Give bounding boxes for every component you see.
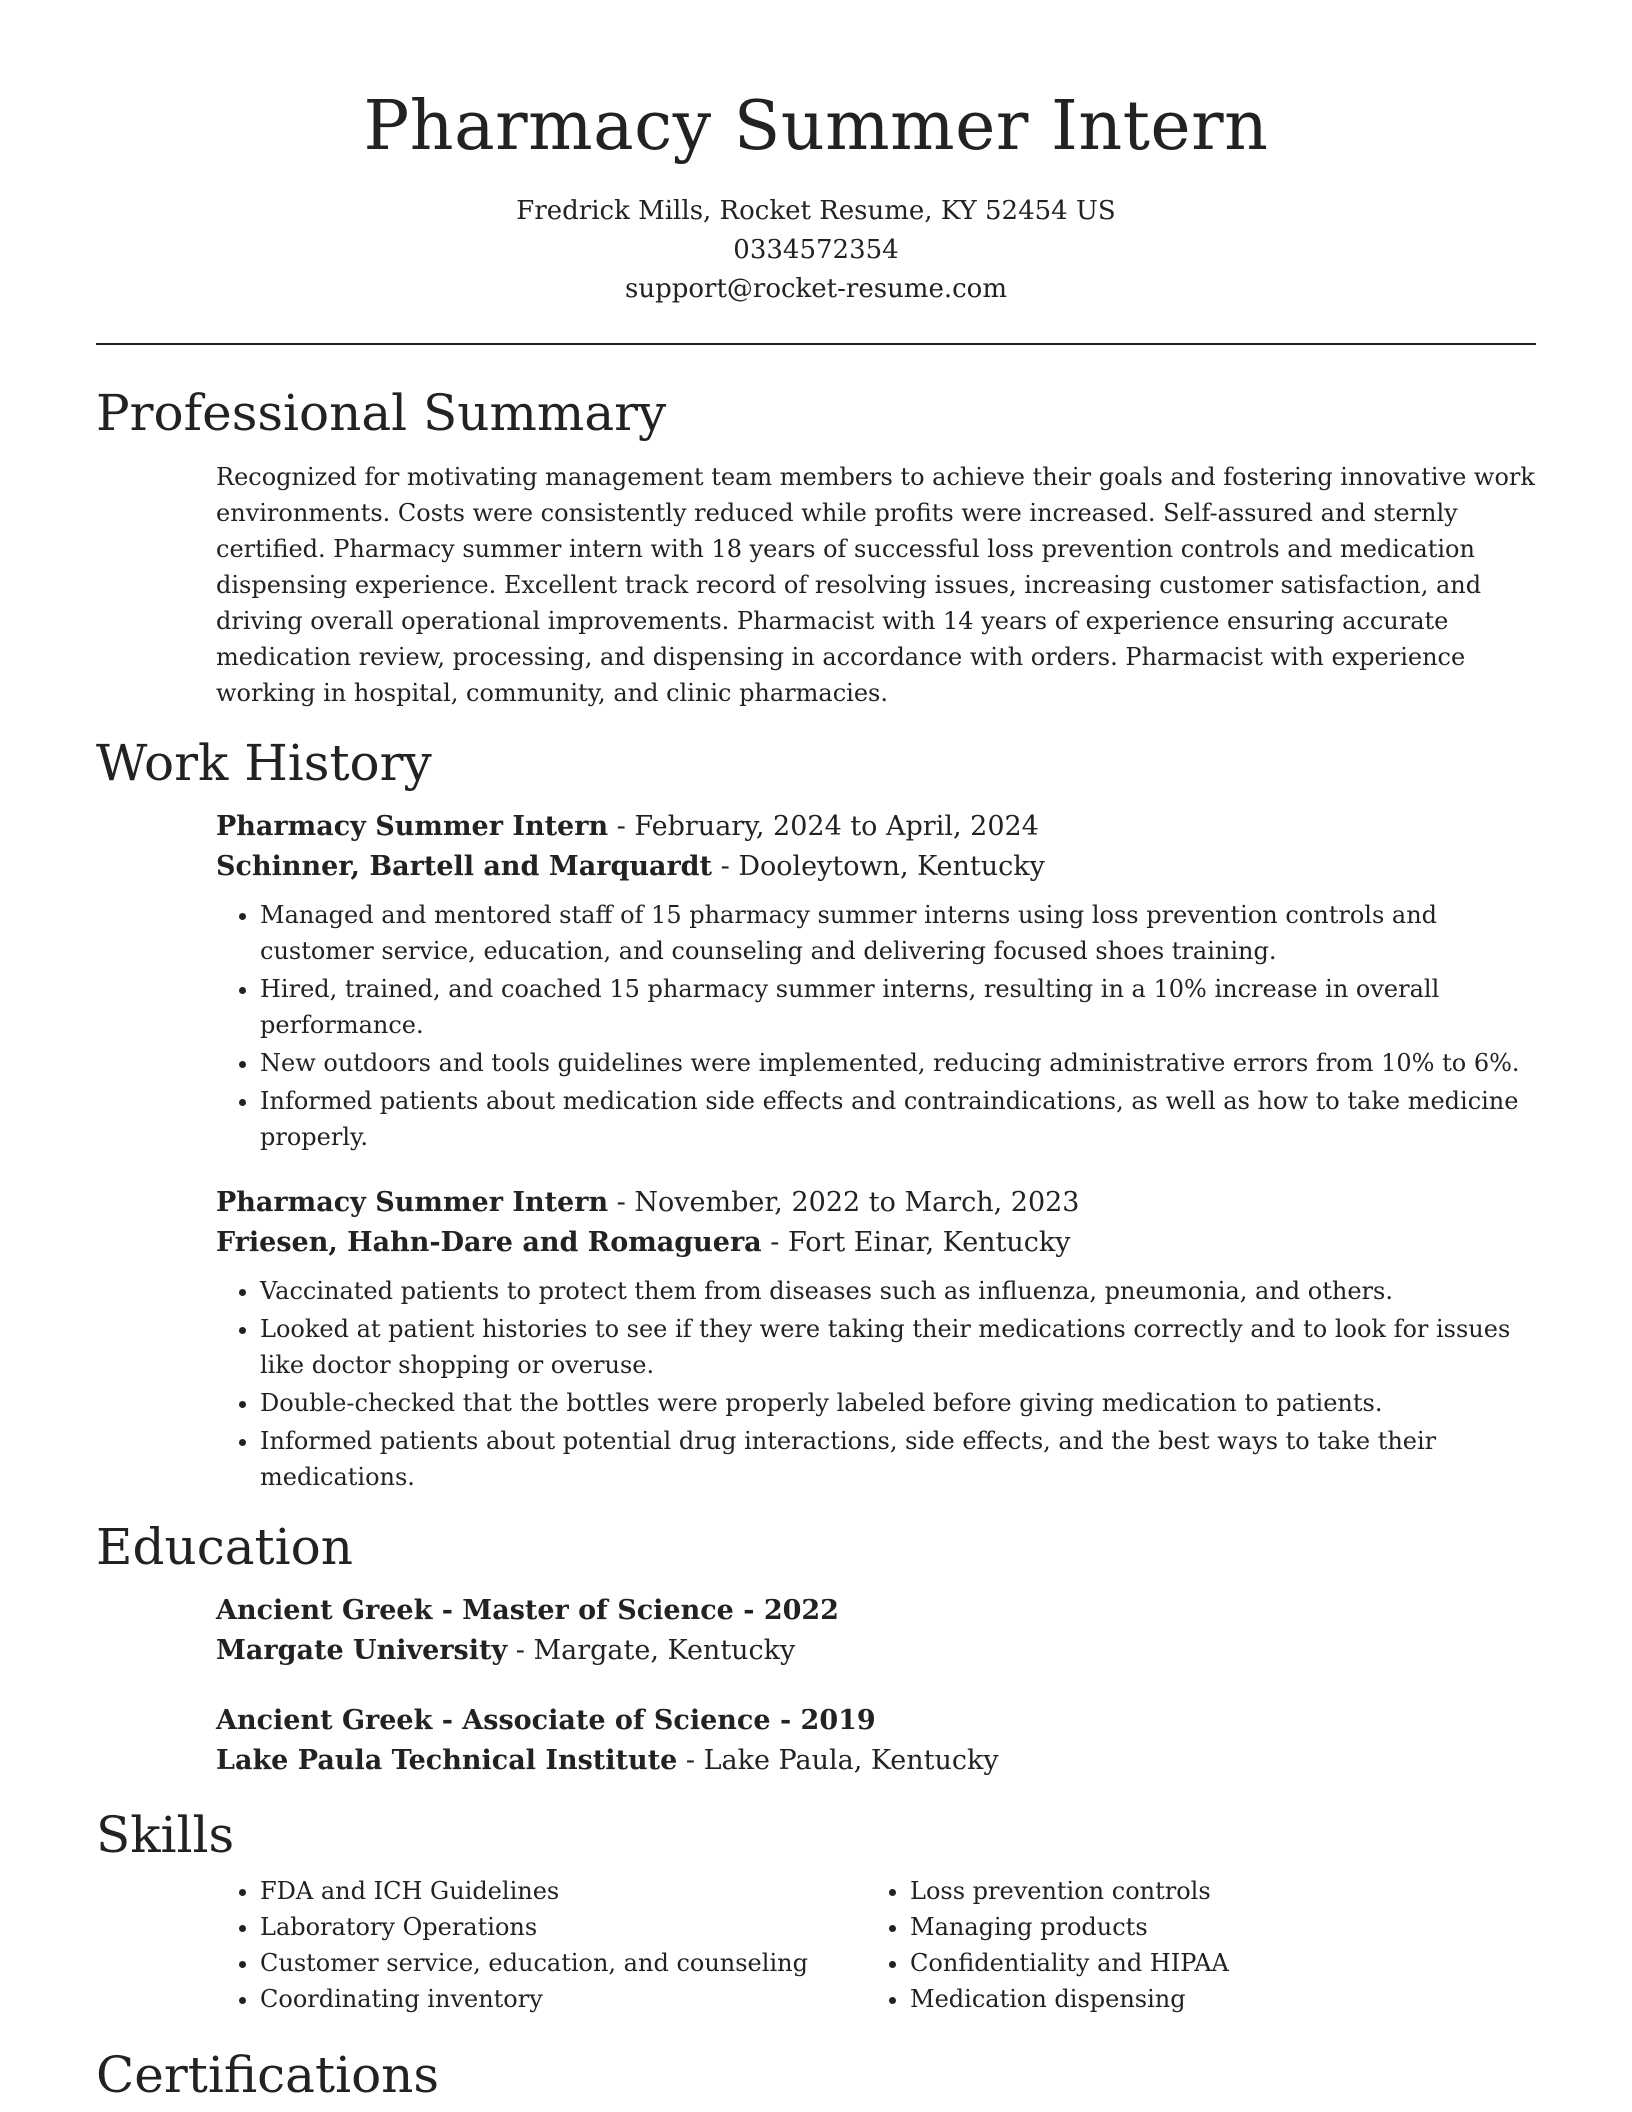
job-bullets [216, 1273, 1536, 1495]
job-entry [216, 1183, 1536, 1495]
education-school-line [216, 1741, 1536, 1781]
job-dates: - November, 2022 to March, 2023 [608, 1187, 1080, 1218]
job-company-line [216, 847, 1536, 887]
list-item: • Loss prevention controls [910, 1873, 1470, 1909]
work-history-heading: Work History [96, 734, 432, 792]
job-entry [216, 807, 1536, 1155]
list-item: • Customer service, education, and counseling [260, 1945, 866, 1981]
summary-text: Recognized for motivating management team members to achieve their goals and fostering innovative work environments. Costs were consistently reduced while profits were increased. Self-assured and sternly certified. Pharmacy summer intern with 18 years of successful loss prevention controls and medication dispensing experience. Excellent track record of resolving issues, increasing customer satisfaction, and driving overall operational improvements. Pharmacist with 14 years of experience ensuring accurate medication review, processing, and dispensing in accordance with orders. Pharmacist with experience working in hospital, community, and clinic pharmacies. [216, 463, 1535, 707]
education-school: Margate University [216, 1635, 508, 1666]
job-role: Pharmacy Summer Intern [216, 811, 609, 842]
certifications-section [96, 2043, 1536, 2107]
skills-heading: Skills [96, 1806, 235, 1864]
education-degree: Ancient Greek - Master of Science - 2022 [216, 1595, 839, 1626]
contact-block [96, 192, 1536, 309]
education-entry [216, 1591, 1536, 1671]
education-school-line [216, 1631, 1536, 1671]
list-item: • Hired, trained, and coached 15 pharmacy summer interns, resulting in a 10% increase in overall performance. [260, 971, 1536, 1043]
job-role: Pharmacy Summer Intern [216, 1187, 609, 1218]
education-section [96, 1515, 1536, 1781]
work-history-section [96, 731, 1536, 1495]
resume-page [96, 0, 1536, 2107]
list-item: • Coordinating inventory [260, 1981, 866, 2017]
contact-email: support@rocket-resume.com [624, 274, 1007, 304]
skills-list-right [866, 1873, 1470, 2017]
education-location: - Lake Paula, Kentucky [677, 1745, 999, 1776]
list-item: • Double-checked that the bottles were properly labeled before giving medication to patients. [260, 1385, 1536, 1421]
list-item: • Medication dispensing [910, 1981, 1470, 2017]
job-location: - Fort Einar, Kentucky [761, 1227, 1071, 1258]
list-item: • Vaccinated patients to protect them from diseases such as influenza, pneumonia, and others. [260, 1273, 1536, 1309]
list-item: • Laboratory Operations [260, 1909, 866, 1945]
education-school: Lake Paula Technical Institute [216, 1745, 678, 1776]
job-title-line [216, 1183, 1536, 1223]
list-item: • Managed and mentored staff of 15 pharmacy summer interns using loss prevention controls and customer service, education, and counseling and delivering focused shoes training. [260, 897, 1536, 969]
job-location: - Dooleytown, Kentucky [712, 851, 1045, 882]
education-heading: Education [96, 1518, 353, 1576]
job-company: Schinner, Bartell and Marquardt [216, 851, 713, 882]
list-item: • Looked at patient histories to see if they were taking their medications correctly and to look for issues like doctor shopping or overuse. [260, 1311, 1536, 1383]
job-company-line [216, 1223, 1536, 1263]
job-title-line [216, 807, 1536, 847]
list-item: • Confidentiality and HIPAA [910, 1945, 1470, 1981]
list-item: • Informed patients about medication side effects and contraindications, as well as how to take medicine properly. [260, 1083, 1536, 1155]
education-location: - Margate, Kentucky [507, 1635, 796, 1666]
skills-section [96, 1803, 1536, 2017]
list-item: • Managing products [910, 1909, 1470, 1945]
summary-heading: Professional Summary [96, 384, 667, 442]
resume-title: Pharmacy Summer Intern [363, 87, 1269, 166]
skills-list-left [216, 1873, 866, 2017]
job-bullets [216, 897, 1536, 1155]
job-company: Friesen, Hahn-Dare and Romaguera [216, 1227, 762, 1258]
contact-phone: 0334572354 [733, 235, 899, 265]
contact-address: Fredrick Mills, Rocket Resume, KY 52454 US [516, 196, 1116, 226]
list-item: • New outdoors and tools guidelines were implemented, reducing administrative errors from 10% to 6%. [260, 1045, 1536, 1081]
list-item: • Informed patients about potential drug interactions, side effects, and the best ways to take their medications. [260, 1423, 1536, 1495]
certifications-heading: Certifications [96, 2046, 440, 2104]
education-degree: Ancient Greek - Associate of Science - 2019 [216, 1705, 876, 1736]
skills-columns [216, 1873, 1536, 2017]
header-divider [96, 343, 1536, 345]
education-entry [216, 1701, 1536, 1781]
summary-section [96, 381, 1536, 711]
list-item: • FDA and ICH Guidelines [260, 1873, 866, 1909]
job-dates: - February, 2024 to April, 2024 [608, 811, 1039, 842]
resume-header [96, 0, 1536, 309]
